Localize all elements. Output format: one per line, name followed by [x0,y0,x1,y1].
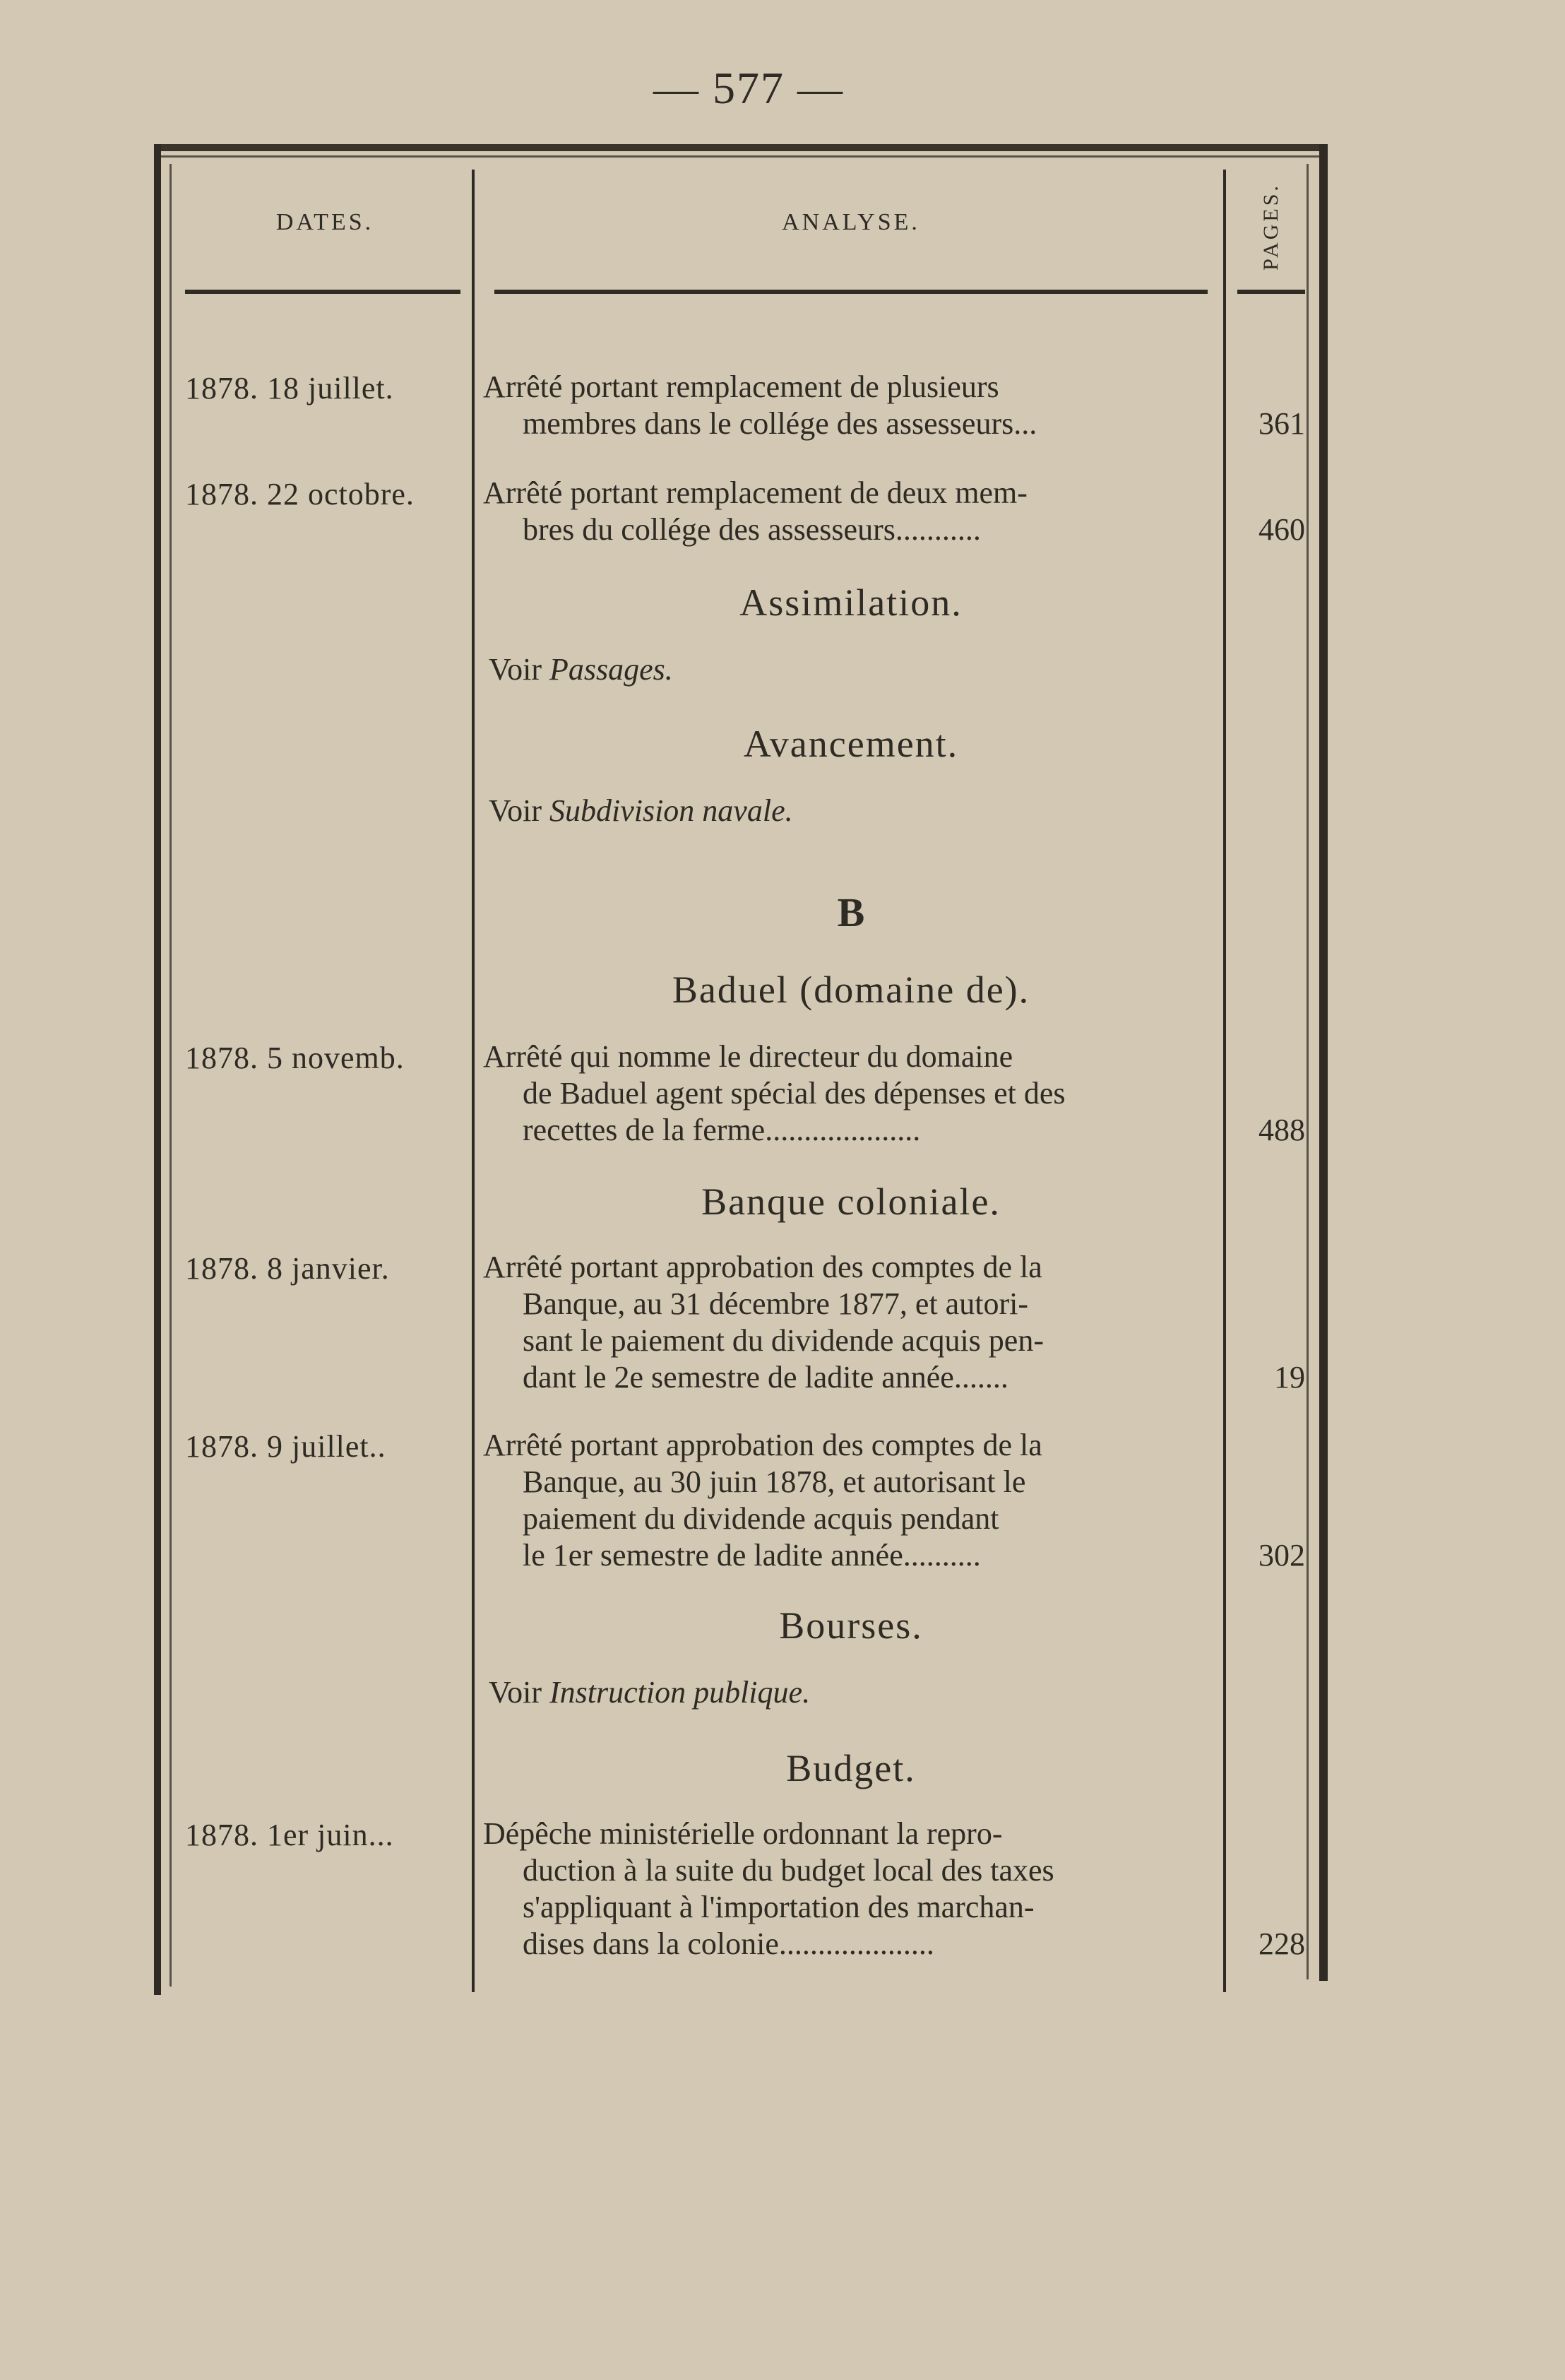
table-right-inner-border [1307,164,1309,1979]
entry-analysis: Arrêté qui nomme le directeur du domaine de Baduel agent spécial des dépenses et des recettes de la ferme.................... [483,1039,1066,1147]
dates-column-divider [472,170,475,1992]
entry-analysis: Dépêche ministérielle ordonnant la repro- duction à la suite du budget local des taxes s'appliquant à l'importation des marchan- dises dans la colonie.................... [483,1816,1054,1961]
entry-page: 488 [1258,1113,1305,1147]
header-pages: PAGES. [1259,183,1283,271]
entry-page: 302 [1258,1538,1305,1573]
header-dates: DATES. [275,209,374,235]
entry-analysis: Arrêté portant remplacement de plusieurs membres dans le collége des assesseurs... [483,369,1037,441]
cross-reference: Voir Passages. [489,652,673,687]
entry-date: 1878. 1er juin... [185,1818,394,1852]
entry-date: 1878. 5 novemb. [185,1041,405,1075]
analyse-column-divider [1223,170,1226,1992]
header-rule-dates [185,290,460,294]
page-number: — 577 — [653,63,844,113]
entry-analysis: Arrêté portant approbation des comptes de la Banque, au 31 décembre 1877, et autori- sant le paiement du dividende acquis pen- dant le 2e semestre de ladite année....... [483,1250,1044,1395]
table-top-rule [160,144,1328,151]
cross-reference: Voir Instruction publique. [489,1675,811,1710]
entry-page: 460 [1258,512,1305,547]
entry-date: 1878. 18 juillet. [185,371,394,405]
entry-page: 19 [1274,1360,1305,1395]
cross-reference: Voir Subdivision navale. [489,793,793,828]
entry-analysis: Arrêté portant approbation des comptes de la Banque, au 30 juin 1878, et autorisant le paiement du dividende acquis pendant le 1er semestre de ladite année.......... [483,1428,1042,1573]
section-title-assimilation: Assimilation. [739,581,963,624]
header-rule-pages [1237,290,1305,294]
section-title-baduel: Baduel (domaine de). [672,969,1030,1011]
entry-date: 1878. 8 janvier. [185,1251,390,1286]
section-letter: B [837,889,865,935]
section-title-budget: Budget. [786,1747,916,1789]
entry-date: 1878. 9 juillet.. [185,1429,386,1464]
section-title-avancement: Avancement. [743,723,959,765]
table-left-border [154,144,161,1995]
entry-date: 1878. 22 octobre. [185,477,415,511]
entry-page: 228 [1258,1926,1305,1961]
table-top-rule-thin [160,155,1328,158]
table-left-inner-border [169,164,172,1987]
header-analyse: ANALYSE. [782,209,920,235]
entry-page: 361 [1258,406,1305,441]
table-right-border [1319,144,1328,1981]
section-title-banque: Banque coloniale. [701,1180,1001,1223]
entry-analysis: Arrêté portant remplacement de deux mem- bres du collége des assesseurs........... [483,475,1028,547]
section-title-bourses: Bourses. [779,1604,923,1647]
header-rule-analyse [494,290,1208,294]
